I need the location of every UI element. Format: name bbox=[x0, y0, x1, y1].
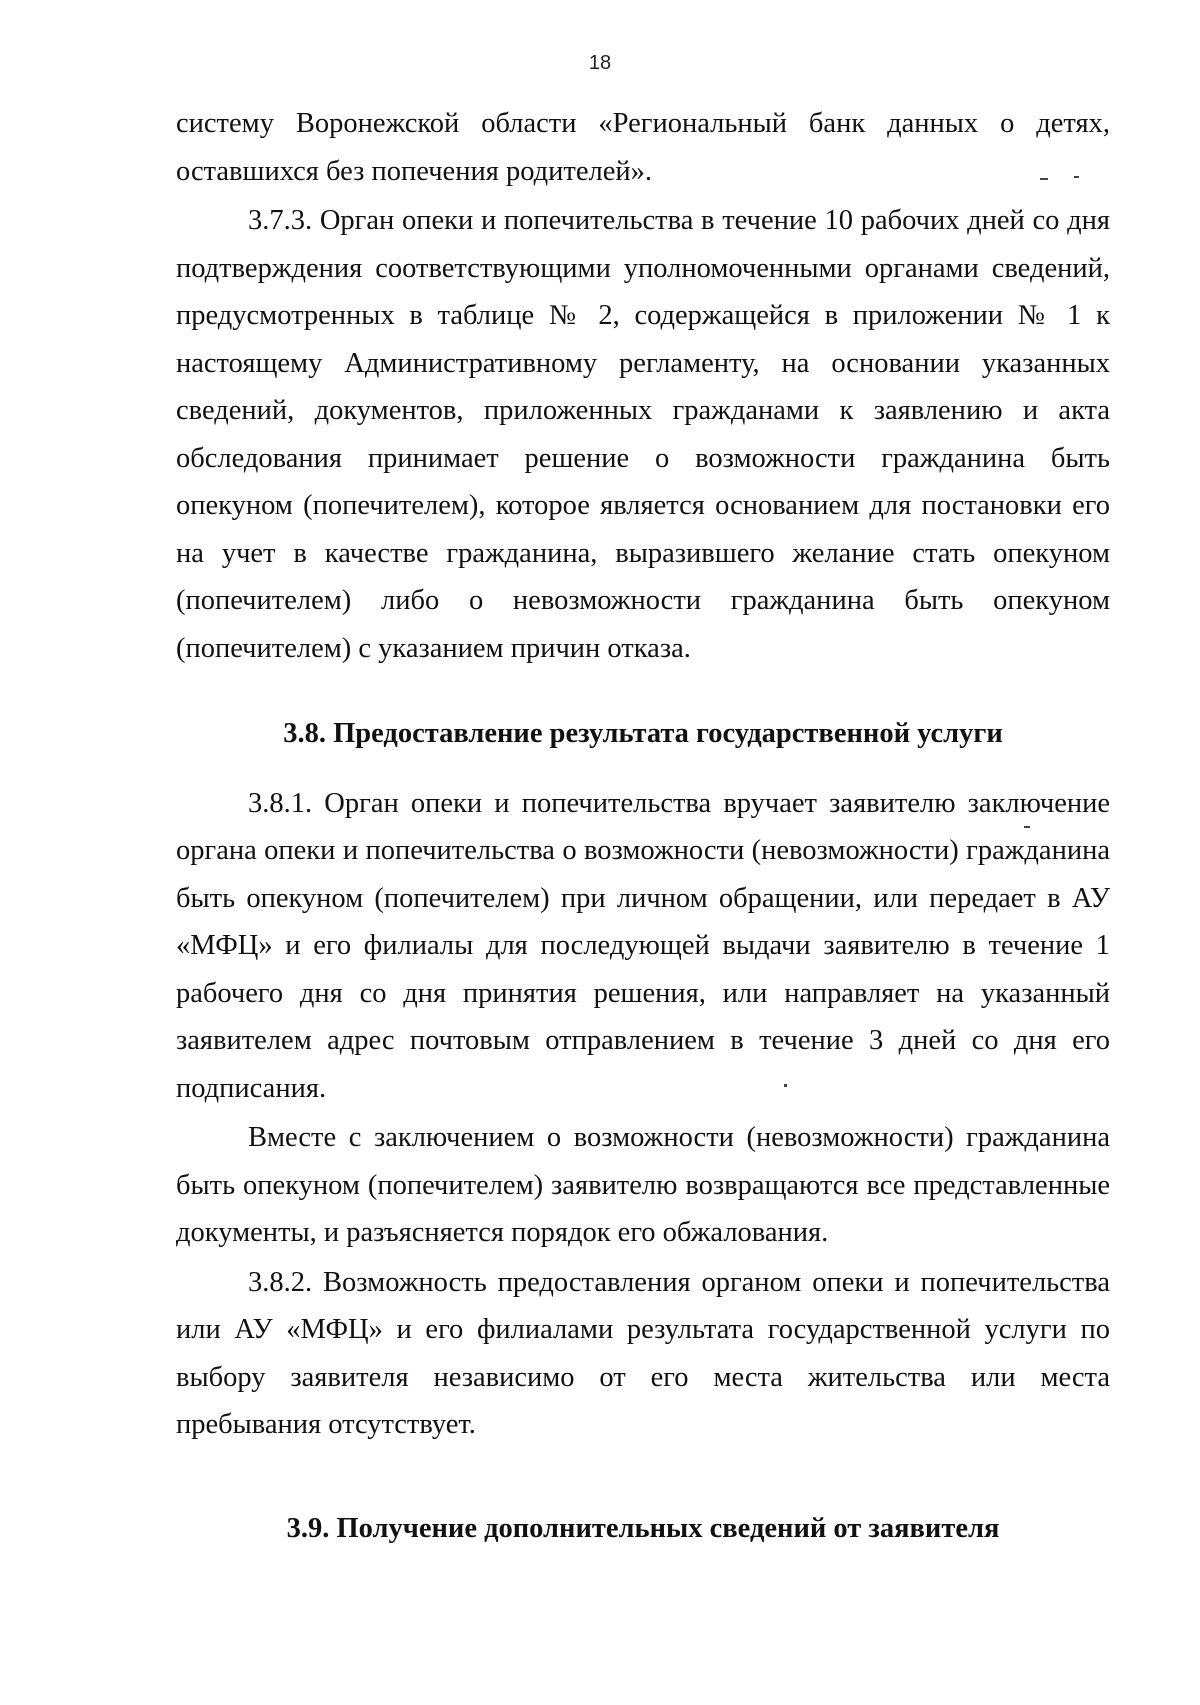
page-number: 18 bbox=[588, 52, 612, 74]
paragraph-3-7-3: 3.7.3. Орган опеки и попечительства в течение 10 рабочих дней со дня подтверждения соответствующими уполномоченными органами сведений, предусмотренных в таблице № 2, содержащейся в приложении № 1 к настоящему Административному регламенту, на основании указанных сведений, документов, приложенных гражданами к заявлению и акта обследования принимает решение о возможности гражданина быть опекуном (попечителем), которое является основанием для постановки его на учет в качестве гражданина, выразившего желание стать опекуном (попечителем) либо о невозможности гражданина быть опекуном (попечителем) с указанием причин отказа. bbox=[176, 205, 1110, 664]
heading-3-9: 3.9. Получение дополнительных сведений от заявителя bbox=[286, 1512, 1000, 1544]
paragraph-3-8-1: 3.8.1. Орган опеки и попечительства вручает заявителю заключение органа опеки и попечительства о возможности (невозможности) гражданина быть опекуном (попечителем) при личном обращении, или передает в АУ «МФЦ» и его филиалы для последующей выдачи заявителю в течение 1 рабочего дня со дня принятия решения, или направляет на указанный заявителем адрес почтовым отправлением в течение 3 дней со дня его подписания. bbox=[176, 787, 1110, 1104]
scan-artifact bbox=[1040, 178, 1048, 180]
scan-artifact bbox=[1074, 176, 1079, 178]
paragraph-continuation: систему Воронежской области «Региональный банк данных о детях, оставшихся без попечения родителей». bbox=[176, 108, 1110, 187]
document-body bbox=[176, 100, 1110, 1552]
paragraph-3-8-2: 3.8.2. Возможность предоставления органом опеки и попечительства или АУ «МФЦ» и его филиалами результата государственной услуги по выбору заявителя независимо от его места жительства или места пребывания отсутствует. bbox=[176, 1266, 1110, 1440]
scan-artifact bbox=[1024, 826, 1030, 828]
scan-artifact bbox=[784, 1084, 787, 1087]
heading-3-8: 3.8. Предоставление результата государственной услуги bbox=[283, 718, 1003, 749]
paragraph-together-with-conclusion: Вместе с заключением о возможности (невозможности) гражданина быть опекуном (попечителем) заявителю возвращаются все представленные документы, и разъясняется порядок его обжалования. bbox=[176, 1122, 1110, 1248]
